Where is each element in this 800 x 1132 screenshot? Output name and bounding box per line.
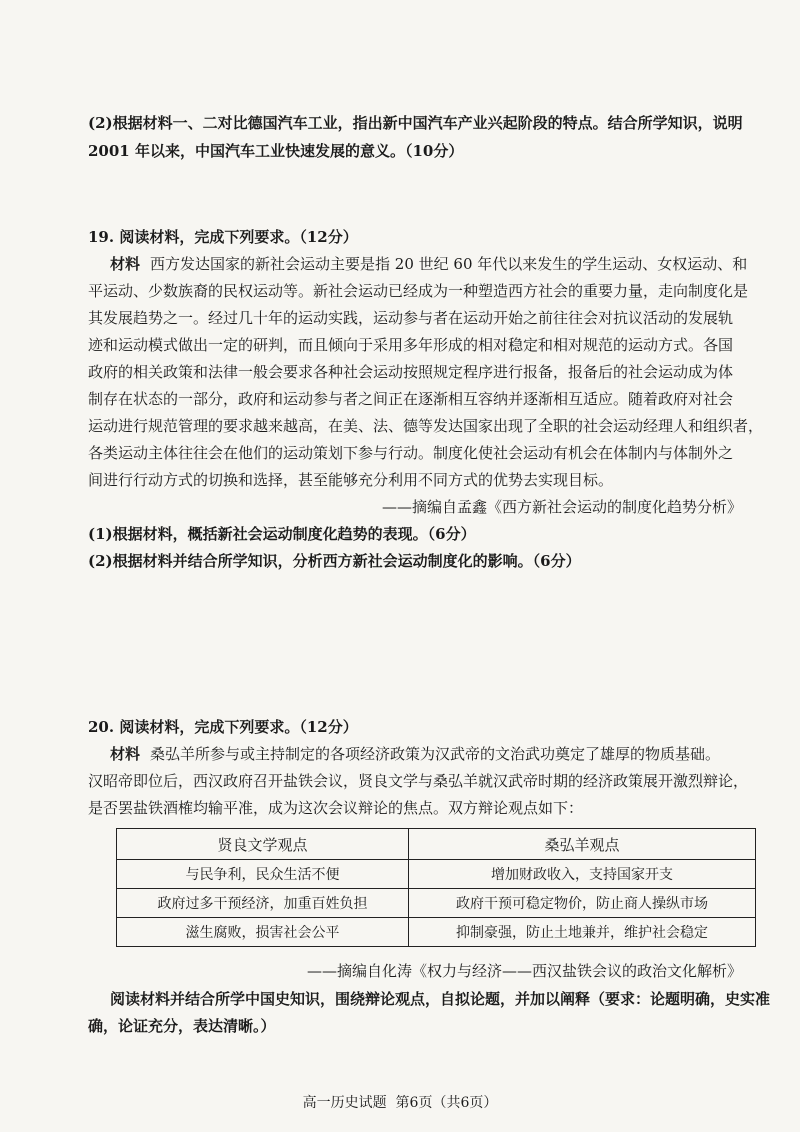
q20-line: 是否罢盐铁酒榷均输平准，成为这次会议辩论的焦点。双方辩论观点如下： [88,799,584,817]
debate-table [116,828,756,947]
q19-line: 西方发达国家的新社会运动主要是指 20 世纪 60 年代以来发生的学生运动、女权运动、和 [150,255,748,273]
page-footer [0,1092,800,1112]
table-header-row [117,829,756,860]
table-row [117,918,756,947]
table-cell: 政府干预可稳定物价，防止商人操纵市场 [409,889,756,918]
q19-question-2: (2)根据材料并结合所学知识，分析西方新社会运动制度化的影响。（6分） [88,552,581,570]
q20-task-line1: 阅读材料并结合所学中国史知识，围绕辩论观点，自拟论题，并加以阐释（要求：论题明确，史实准 [110,990,771,1008]
table-header-cell: 贤良文学观点 [117,829,409,860]
q19-line: 政府的相关政策和法律一般会要求各种社会运动按照规定程序进行报备，报备后的社会运动成为体 [88,363,734,381]
table-cell: 与民争利，民众生活不便 [117,860,409,889]
q19-title: 19. 阅读材料，完成下列要求。（12分） [88,228,358,246]
q20-material-label: 材料 [110,745,141,763]
q19-line: 运动进行规范管理的要求越来越高，在美、法、德等发达国家出现了全职的社会运动经理人和组织者， [88,417,764,435]
q20-source: ——摘编自化涛《权力与经济——西汉盐铁会议的政治文化解析》 [306,962,742,980]
table-cell: 增加财政收入，支持国家开支 [409,860,756,889]
q19-line: 其发展趋势之一。经过几十年的运动实践，运动参与者在运动开始之前往往会对抗议活动的发展轨 [88,309,734,327]
q18-part2-line1: (2)根据材料一、二对比德国汽车工业，指出新中国汽车产业兴起阶段的特点。结合所学知识，说明 [88,114,743,132]
table-header-cell: 桑弘羊观点 [409,829,756,860]
q20-task-line2: 确，论证充分，表达清晰。） [88,1017,276,1035]
table-row [117,889,756,918]
table-cell: 滋生腐败，损害社会公平 [117,918,409,947]
q18-part2-line2: 2001 年以来，中国汽车工业快速发展的意义。（10分） [88,142,464,160]
footer-page-number: 第6页（共6页） [395,1095,498,1111]
q19-line: 平运动、少数族裔的民权运动等。新社会运动已经成为一种塑造西方社会的重要力量，走向制度化是 [88,282,749,300]
q20-line: 汉昭帝即位后，西汉政府召开盐铁会议，贤良文学与桑弘羊就汉武帝时期的经济政策展开激烈辩论， [88,772,749,790]
q19-line: 间进行行动方式的切换和选择，甚至能够充分利用不同方式的优势去实现目标。 [88,471,614,489]
q19-material-label: 材料 [110,255,141,273]
q19-line: 制存在状态的一部分，政府和运动参与者之间正在逐渐相互容纳并逐渐相互适应。随着政府对社会 [88,390,734,408]
q19-source: ——摘编自孟鑫《西方新社会运动的制度化趋势分析》 [381,498,742,516]
q20-material-line-1 [110,743,720,765]
q19-question-1: (1)根据材料，概括新社会运动制度化趋势的表现。（6分） [88,525,476,543]
q19-material-line-1 [110,253,747,275]
table-cell: 政府过多干预经济，加重百姓负担 [117,889,409,918]
q20-title: 20. 阅读材料，完成下列要求。（12分） [88,718,358,736]
q19-line: 各类运动主体往往会在他们的运动策划下参与行动。制度化使社会运动有机会在体制内与体制外之 [88,444,734,462]
table-cell: 抑制豪强，防止土地兼并，维护社会稳定 [409,918,756,947]
q19-line: 迹和运动模式做出一定的研判，而且倾向于采用多年形成的相对稳定和相对规范的运动方式。各国 [88,336,734,354]
footer-subject: 高一历史试题 [302,1095,387,1111]
table-row [117,860,756,889]
q20-line: 桑弘羊所参与或主持制定的各项经济政策为汉武帝的文治武功奠定了雄厚的物质基础。 [150,745,721,763]
